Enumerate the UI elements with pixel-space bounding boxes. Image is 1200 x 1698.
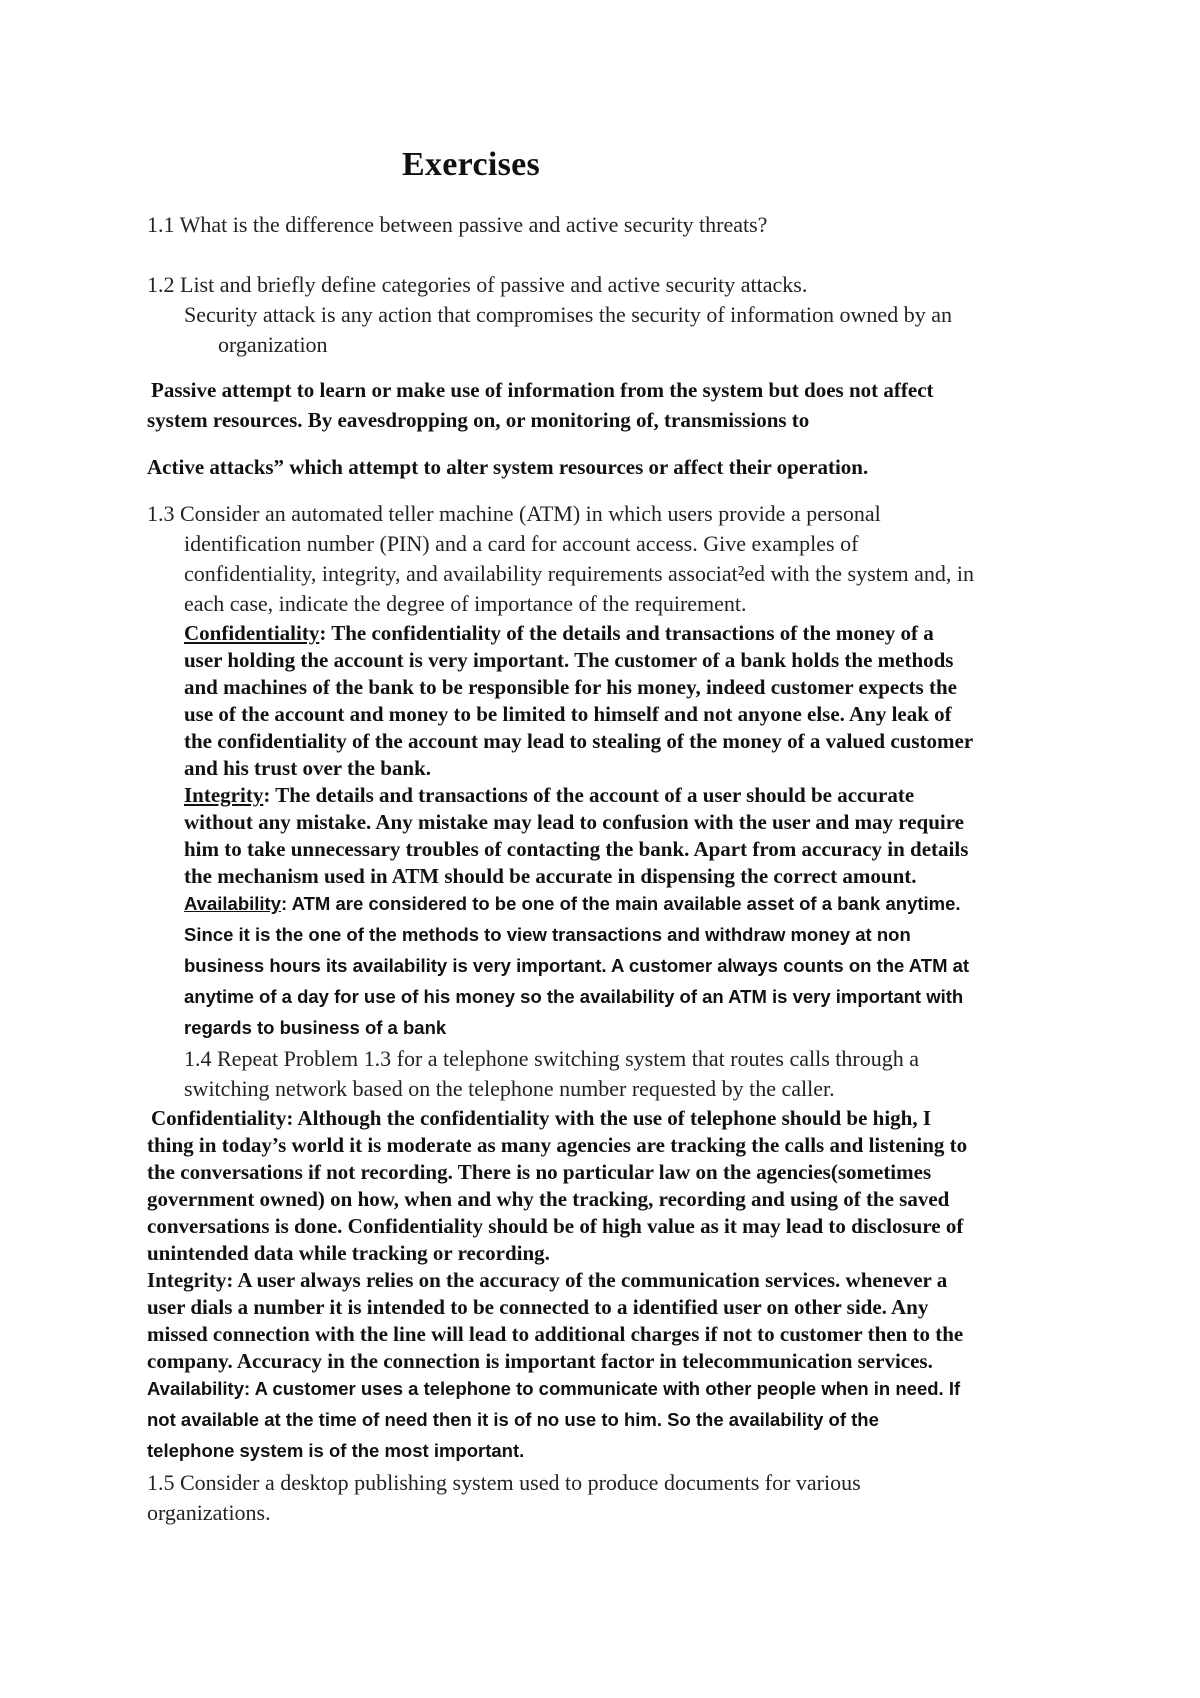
atm-integrity-line: without any mistake. Any mistake may lead to confusion with the user and may require (184, 810, 964, 834)
telephone-confidentiality-line: thing in today’s world it is moderate as many agencies are tracking the calls and listening to (147, 1133, 968, 1157)
telephone-confidentiality-line: conversations is done. Confidentiality should be of high value as it may lead to disclosure of (147, 1214, 964, 1238)
active-attacks-line: Active attacks” which attempt to alter system resources or affect their operation. (147, 455, 869, 479)
telephone-availability-line: not available at the time of need then it is of no use to him. So the availability of the (147, 1409, 879, 1430)
question-1-5-line: 1.5 Consider a desktop publishing system used to produce documents for various (147, 1470, 861, 1495)
atm-integrity-line: Integrity: The details and transactions of the account of a user should be accurate (184, 783, 915, 807)
telephone-confidentiality-line: Confidentiality: Although the confidentiality with the use of telephone should be high, I (151, 1106, 932, 1130)
page-title: Exercises (402, 146, 541, 183)
atm-confidentiality-line: user holding the account is very important. The customer of a bank holds the methods (184, 648, 954, 672)
atm-availability-line: anytime of a day for use of his money so the availability of an ATM is very important with (184, 986, 964, 1007)
telephone-availability-line: telephone system is of the most important. (147, 1440, 525, 1461)
security-attack-definition-line: Security attack is any action that compromises the security of information owned by an (184, 302, 952, 327)
atm-confidentiality-line: use of the account and money to be limited to himself and not anyone else. Any leak of (184, 702, 952, 726)
telephone-confidentiality-line: unintended data while tracking or recording. (147, 1241, 550, 1265)
telephone-integrity-line: company. Accuracy in the connection is important factor in telecommunication services. (147, 1349, 933, 1373)
passive-attacks-line: Passive attempt to learn or make use of information from the system but does not affect (151, 378, 934, 402)
atm-confidentiality-line: Confidentiality: The confidentiality of the details and transactions of the money of a (184, 621, 934, 645)
telephone-integrity-line: user dials a number it is intended to be connected to a identified user on other side. Any (147, 1295, 929, 1319)
atm-availability-line: regards to business of a bank (184, 1017, 447, 1038)
atm-integrity-line: the mechanism used in ATM should be accurate in dispensing the correct amount. (184, 864, 917, 888)
question-1-3-line: 1.3 Consider an automated teller machine (ATM) in which users provide a personal (147, 501, 881, 526)
telephone-availability-line: Availability: A customer uses a telephone to communicate with other people when in need. If (147, 1378, 961, 1399)
telephone-confidentiality-line: government owned) on how, when and why the tracking, recording and using of the saved (147, 1187, 950, 1211)
atm-confidentiality-line: and machines of the bank to be responsible for his money, indeed customer expects the (184, 675, 957, 699)
question-1-3-line: each case, indicate the degree of importance of the requirement. (184, 591, 747, 616)
question-1-5-line: organizations. (147, 1500, 271, 1525)
question-1-3-line: identification number (PIN) and a card for account access. Give examples of (184, 531, 859, 556)
question-1-4-line: switching network based on the telephone number requested by the caller. (184, 1076, 835, 1101)
question-1-1: 1.1 What is the difference between passive and active security threats? (147, 212, 768, 237)
question-1-2: 1.2 List and briefly define categories of passive and active security attacks. (147, 272, 808, 297)
security-attack-definition-line: organization (218, 332, 328, 357)
atm-availability-line: Availability: ATM are considered to be one of the main available asset of a bank anytime. (184, 893, 961, 914)
question-1-4-line: 1.4 Repeat Problem 1.3 for a telephone switching system that routes calls through a (184, 1046, 920, 1071)
telephone-integrity-line: missed connection with the line will lead to additional charges if not to customer then to the (147, 1322, 964, 1346)
passive-attacks-line: system resources. By eavesdropping on, or monitoring of, transmissions to (147, 408, 810, 432)
atm-availability-line: business hours its availability is very important. A customer always counts on the ATM at (184, 955, 970, 976)
atm-confidentiality-line: and his trust over the bank. (184, 756, 431, 780)
telephone-integrity-line: Integrity: A user always relies on the accuracy of the communication services. whenever a (147, 1268, 948, 1292)
telephone-confidentiality-line: the conversations if not recording. There is no particular law on the agencies(sometimes (147, 1160, 932, 1184)
atm-confidentiality-line: the confidentiality of the account may lead to stealing of the money of a valued customer (184, 729, 974, 753)
confidentiality-heading: Confidentiality (184, 621, 320, 645)
question-1-3-line: confidentiality, integrity, and availability requirements associat²ed with the system and, in (184, 561, 975, 586)
atm-availability-line: Since it is the one of the methods to view transactions and withdraw money at non (184, 924, 911, 945)
availability-heading: Availability (184, 893, 281, 914)
integrity-heading: Integrity (184, 783, 264, 807)
atm-integrity-line: him to take unnecessary troubles of contacting the bank. Apart from accuracy in details (184, 837, 969, 861)
